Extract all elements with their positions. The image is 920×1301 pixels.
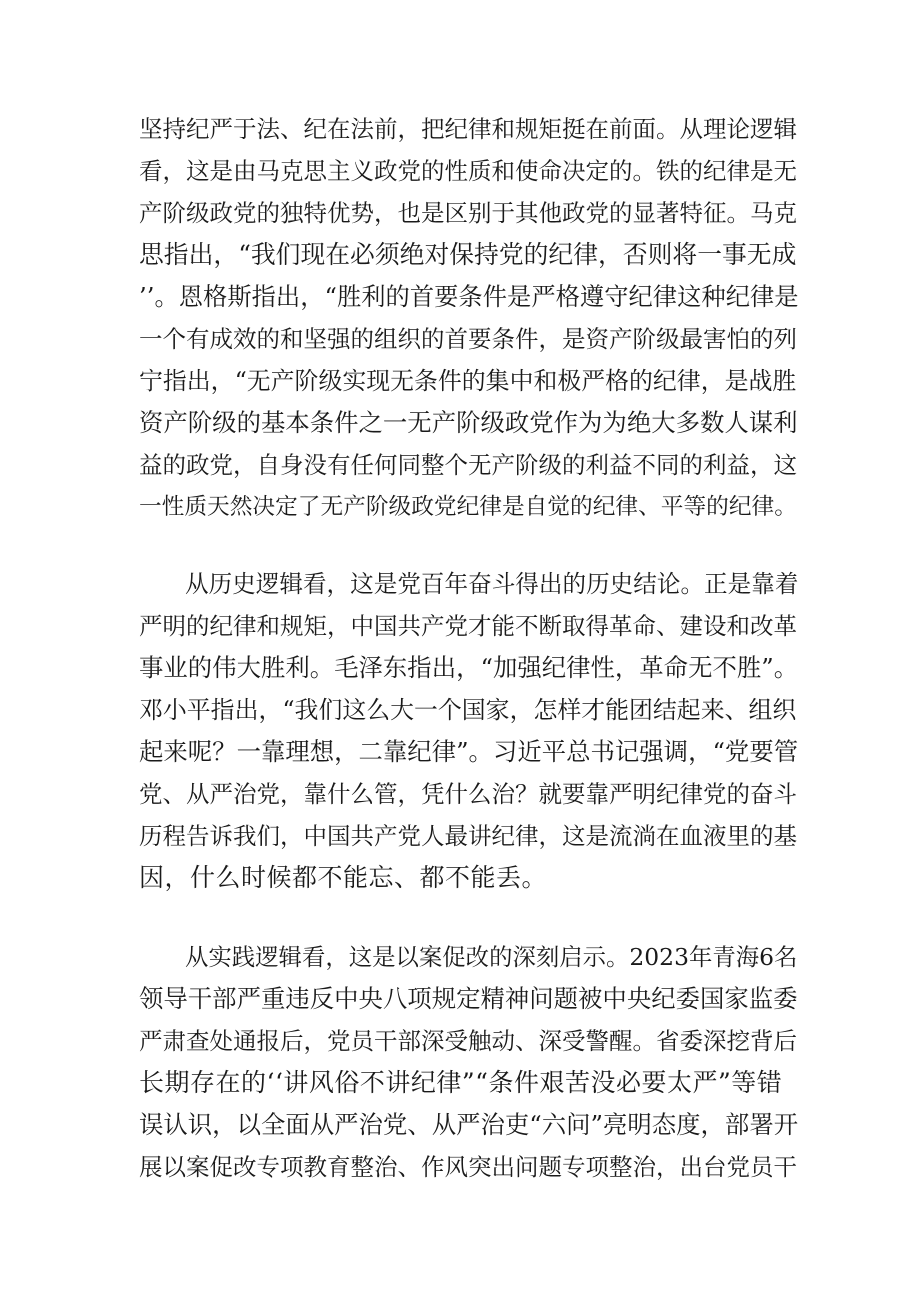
paragraph-1-line: 一个有成效的和坚强的组织的首要条件，是资产阶级最害怕的列 xyxy=(139,325,797,353)
paragraph-2-line: 邓小平指出，“我们这么大一个国家，怎样才能团结起来、组织 xyxy=(139,696,797,724)
paragraph-2-line: 党、从严治党，靠什么管，凭什么治？就要靠严明纪律党的奋斗 xyxy=(139,780,797,808)
paragraph-3-line: 长期存在的‘‘讲风俗不讲纪律”“条件艰苦没必要太严”等错 xyxy=(139,1068,783,1097)
paragraph-2 xyxy=(139,563,799,899)
paragraph-3 xyxy=(139,936,799,1188)
paragraph-2-line: 起来呢？一靠理想，二靠纪律”。习近平总书记强调，“党要管 xyxy=(139,737,799,766)
paragraph-1-line: ’’。恩格斯指出，“胜利的首要条件是严格遵守纪律这种纪律是 xyxy=(139,282,799,311)
paragraph-1-line: 产阶级政党的独特优势，也是区别于其他政党的显著特征。马克 xyxy=(139,199,797,227)
paragraph-1-line: 一性质天然决定了无产阶级政党纪律是自觉的纪律、平等的纪律。 xyxy=(139,494,797,520)
paragraph-2-line: 从历史逻辑看，这是党百年奋斗得出的历史结论。正是靠着 xyxy=(185,570,799,598)
paragraph-2-line: 严明的纪律和规矩，中国共产党才能不断取得革命、建设和改革 xyxy=(139,612,797,640)
paragraph-1-line: 坚持纪严于法、纪在法前，把纪律和规矩挺在前面。从理论逻辑 xyxy=(139,115,797,143)
paragraph-1-line: 资产阶级的基本条件之一无产阶级政党作为为绝大多数人谋利 xyxy=(139,408,798,437)
paragraph-3-line: 从实践逻辑看，这是以案促改的深刻启示。2023年青海6名 xyxy=(185,943,798,971)
paragraph-3-line: 领导干部严重违反中央八项规定精神问题被中央纪委国家监委 xyxy=(139,984,798,1013)
paragraph-1-line: 益的政党，自身没有任何同整个无产阶级的利益不同的利益，这 xyxy=(139,451,797,479)
paragraph-2-line: 事业的伟大胜利。毛泽东指出，“加强纪律性，革命无不胜”。 xyxy=(139,653,799,682)
paragraph-2-line: 历程告诉我们，中国共产党人最讲纪律，这是流淌在血液里的基 xyxy=(139,822,797,850)
paragraph-1 xyxy=(139,108,799,528)
paragraph-3-line: 展以案促改专项教育整治、作风突出问题专项整治，出台党员干 xyxy=(139,1153,797,1181)
paragraph-2-line: 因，什么时候都不能忘、都不能丢。 xyxy=(139,863,548,892)
paragraph-1-line: 思指出，“我们现在必须绝对保持党的纪律，否则将一事无成 xyxy=(139,240,797,269)
paragraph-1-line: 宁指出，“无产阶级实现无条件的集中和极严格的纪律，是战胜 xyxy=(139,367,797,395)
paragraph-1-line: 看，这是由马克思主义政党的性质和使命决定的。铁的纪律是无 xyxy=(139,157,797,185)
paragraph-3-line: 严肃查处通报后，党员干部深受触动、深受警醒。省委深挖背后 xyxy=(139,1027,797,1055)
paragraph-3-line: 误认识，以全面从严治党、从严治吏“六问”亮明态度，部署开 xyxy=(139,1110,799,1139)
